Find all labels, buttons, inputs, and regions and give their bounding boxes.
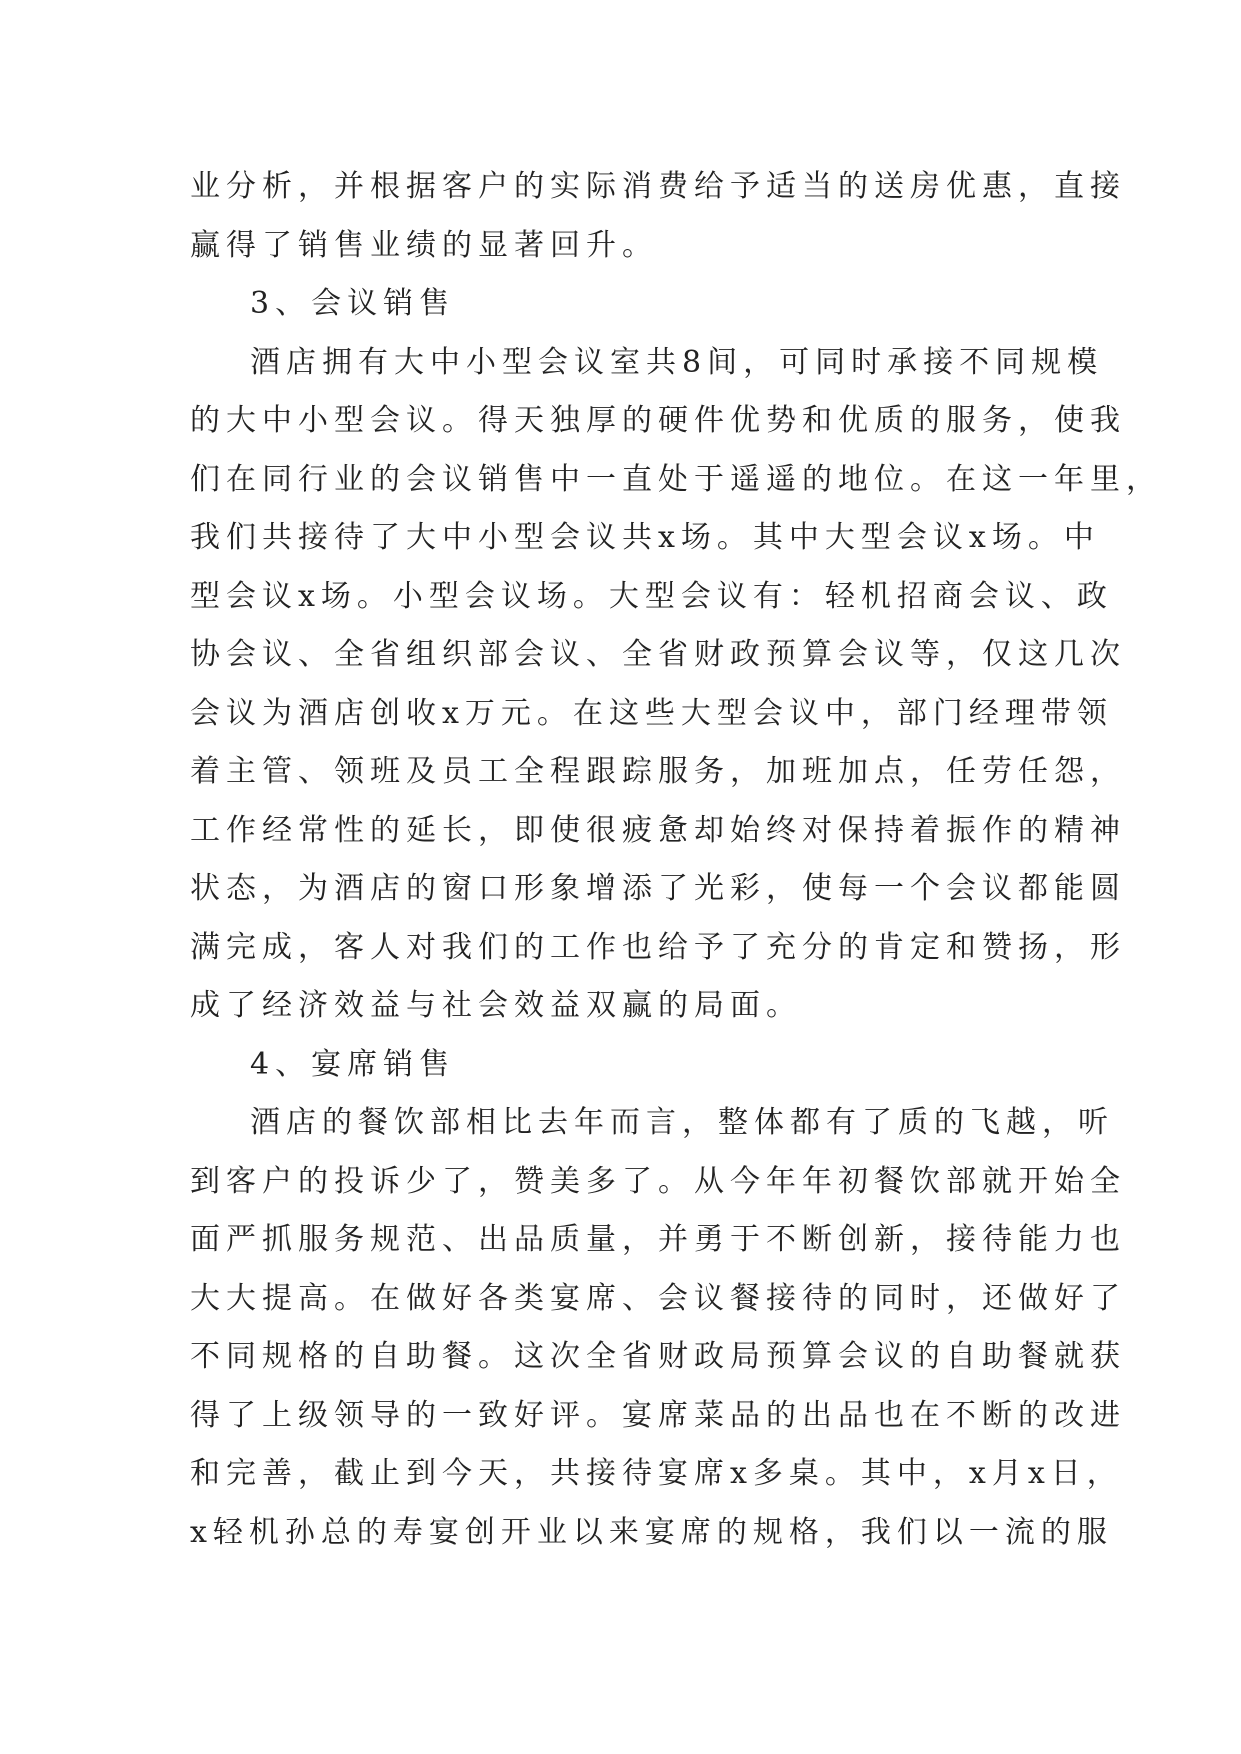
paragraph-start: 酒店拥有大中小型会议室共8间，可同时承接不同规模 [250, 344, 1104, 380]
body-line: 业分析，并根据客户的实际消费给予适当的送房优惠，直接 [190, 169, 1126, 204]
body-line: 满完成，客人对我们的工作也给予了充分的肯定和赞扬，形 [190, 929, 1126, 965]
section-heading-banquet-sales: 4、宴席销售 [250, 1046, 456, 1082]
body-line: 型会议x场。小型会议场。大型会议有：轻机招商会议、政 [190, 578, 1113, 614]
body-line: 成了经济效益与社会效益双赢的局面。 [190, 988, 802, 1023]
body-line: 工作经常性的延长，即使很疲惫却始终对保持着振作的精神 [190, 812, 1126, 848]
body-line: x轻机孙总的寿宴创开业以来宴席的规格，我们以一流的服 [190, 1514, 1113, 1550]
body-line: 得了上级领导的一致好评。宴席菜品的出品也在不断的改进 [190, 1397, 1126, 1433]
body-line: 不同规格的自助餐。这次全省财政局预算会议的自助餐就获 [190, 1339, 1126, 1374]
body-line: 的大中小型会议。得天独厚的硬件优势和优质的服务，使我 [190, 403, 1126, 438]
body-line: 赢得了销售业绩的显著回升。 [190, 227, 658, 263]
body-line: 大大提高。在做好各类宴席、会议餐接待的同时，还做好了 [190, 1280, 1126, 1316]
body-line: 们在同行业的会议销售中一直处于遥遥的地位。在这一年里， [190, 461, 1162, 497]
body-line: 状态，为酒店的窗口形象增添了光彩，使每一个会议都能圆 [190, 871, 1126, 906]
body-line: 着主管、领班及员工全程跟踪服务，加班加点，任劳任怨， [190, 754, 1126, 789]
section-heading-meeting-sales: 3、会议销售 [250, 286, 456, 321]
body-line: 我们共接待了大中小型会议共x场。其中大型会议x场。中 [190, 520, 1100, 555]
body-line: 和完善，截止到今天，共接待宴席x多桌。其中，x月x日， [190, 1456, 1123, 1491]
document-body [190, 158, 1162, 1562]
body-line: 到客户的投诉少了，赞美多了。从今年年初餐饮部就开始全 [190, 1163, 1126, 1199]
body-line: 面严抓服务规范、出品质量，并勇于不断创新，接待能力也 [190, 1222, 1126, 1257]
body-line: 会议为酒店创收x万元。在这些大型会议中，部门经理带领 [190, 695, 1113, 731]
paragraph-start: 酒店的餐饮部相比去年而言，整体都有了质的飞越，听 [250, 1105, 1114, 1140]
body-line: 协会议、全省组织部会议、全省财政预算会议等，仅这几次 [190, 637, 1126, 672]
